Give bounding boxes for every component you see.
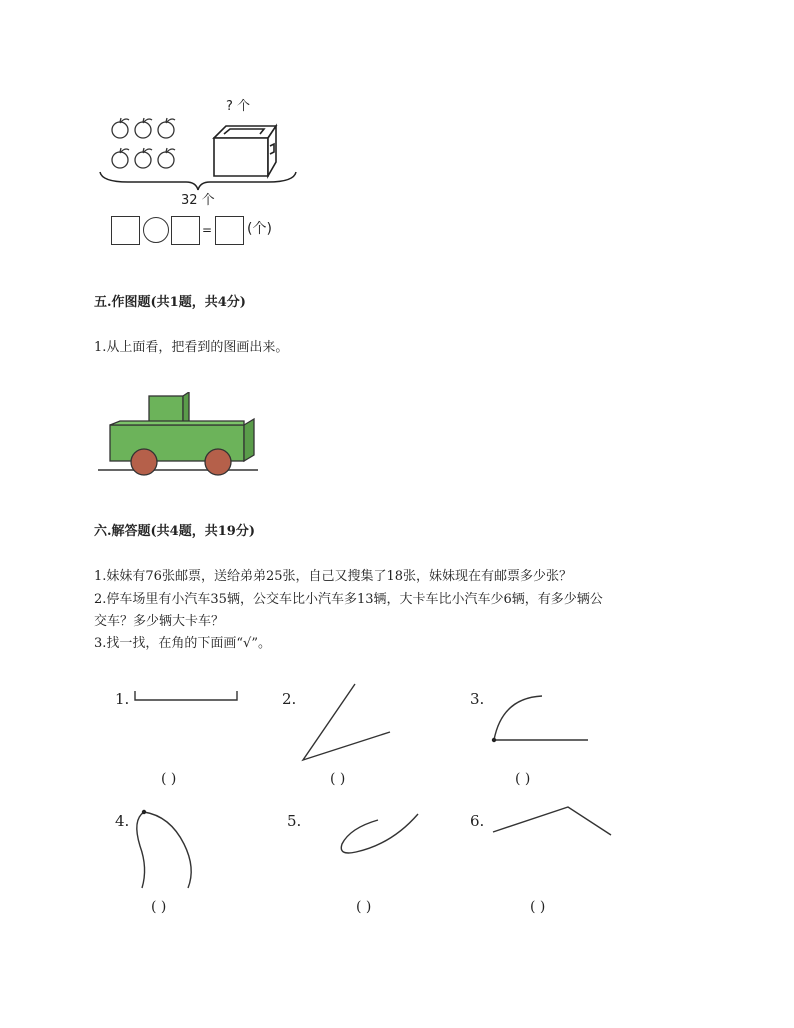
angle-figure-3 xyxy=(488,690,592,746)
apple-icon xyxy=(158,148,175,168)
angle-figure-5 xyxy=(334,806,424,862)
angle-item-number: 5. xyxy=(287,812,302,830)
answer-parentheses[interactable]: ( ) xyxy=(151,899,167,915)
section6-question-3: 3.找一找，在角的下面画“√”。 xyxy=(94,636,271,651)
angle-figure-1 xyxy=(130,688,242,708)
apple-icon xyxy=(112,118,129,138)
apple-icon xyxy=(112,148,129,168)
equals-sign: = xyxy=(202,223,213,237)
answer-parentheses[interactable]: ( ) xyxy=(161,771,177,787)
angle-item-number: 6. xyxy=(470,812,485,830)
answer-parentheses[interactable]: ( ) xyxy=(515,771,531,787)
section5-question-1: 1.从上面看，把看到的图画出来。 xyxy=(94,340,289,355)
answer-parentheses[interactable]: ( ) xyxy=(530,899,546,915)
answer-box-1[interactable] xyxy=(111,216,140,245)
section6-question-1: 1.妹妹有76张邮票，送给弟弟25张，自己又搜集了18张，妹妹现在有邮票多少张？ xyxy=(94,569,573,584)
angle-item-number: 1. xyxy=(115,690,130,708)
apple-icon xyxy=(135,118,152,138)
angle-item-number: 3. xyxy=(470,690,485,708)
section6-question-2-line2: 交车？多少辆大卡车？ xyxy=(94,614,225,629)
answer-parentheses[interactable]: ( ) xyxy=(330,771,346,787)
angle-figure-2 xyxy=(298,680,398,766)
box-question-label: ? 个 xyxy=(226,99,251,114)
answer-parentheses[interactable]: ( ) xyxy=(356,899,372,915)
apple-icon xyxy=(158,118,175,138)
angle-item-number: 4. xyxy=(115,812,130,830)
brace-icon xyxy=(98,170,298,192)
apples-illustration xyxy=(108,115,184,173)
answer-box-3[interactable] xyxy=(215,216,244,245)
angle-figure-4 xyxy=(130,806,210,892)
section5-heading: 五.作图题(共1题，共4分) xyxy=(94,295,246,310)
answer-box-2[interactable] xyxy=(171,216,200,245)
section6-question-2-line1: 2.停车场里有小汽车35辆，公交车比小汽车多13辆，大卡车比小汽车少6辆，有多少辆公 xyxy=(94,592,603,607)
section6-heading: 六.解答题(共4题，共19分) xyxy=(94,524,255,539)
unit-label: (个) xyxy=(247,221,272,237)
truck-illustration xyxy=(96,392,266,480)
total-label: 32 个 xyxy=(181,193,215,208)
apple-icon xyxy=(135,148,152,168)
angle-figure-6 xyxy=(490,802,614,840)
angle-item-number: 2. xyxy=(282,690,297,708)
operator-circle[interactable] xyxy=(143,217,169,243)
